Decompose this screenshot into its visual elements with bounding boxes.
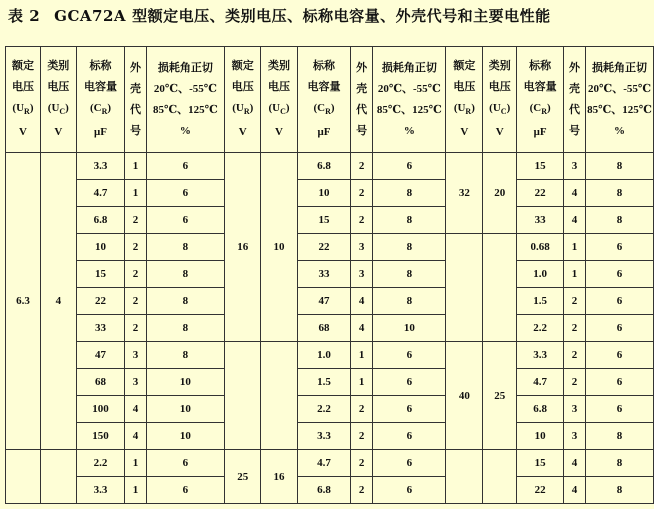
dissipation-cell: 6 — [586, 315, 654, 342]
case-code-cell: 1 — [125, 153, 146, 180]
header-dissipation-factor: 损耗角正切 20℃、-55℃ 85℃、125℃ % — [586, 47, 654, 153]
case-code-cell: 2 — [351, 423, 373, 450]
model-code: GCA72A — [54, 7, 127, 25]
case-code-cell: 2 — [564, 288, 586, 315]
capacitance-cell: 2.2 — [76, 450, 125, 477]
capacitance-cell: 2.2 — [517, 315, 564, 342]
table-row — [6, 423, 654, 450]
case-code-cell: 2 — [351, 180, 373, 207]
capacitance-cell: 6.8 — [517, 396, 564, 423]
capacitance-cell: 22 — [517, 180, 564, 207]
dissipation-cell: 6 — [586, 234, 654, 261]
header-cr: 标称 电容量 $(C_R)$ μF — [76, 47, 125, 153]
case-code-cell: 4 — [125, 423, 146, 450]
rated-voltage-cell: 40 — [446, 342, 483, 450]
capacitance-cell: 3.3 — [76, 477, 125, 504]
header-uc: 类别 电压 $(U_C)$ V — [40, 47, 76, 153]
capacitance-cell: 1.0 — [517, 261, 564, 288]
case-code-cell: 2 — [125, 207, 146, 234]
rated-voltage-cell: 25 — [225, 450, 261, 504]
table-row — [6, 288, 654, 315]
table-body — [6, 153, 654, 504]
case-code-cell: 2 — [351, 153, 373, 180]
category-voltage-cell — [483, 450, 517, 504]
dissipation-cell: 6 — [146, 180, 225, 207]
header-dissipation-factor: 损耗角正切 20℃、-55℃ 85℃、125℃ % — [146, 47, 225, 153]
category-voltage-cell: 4 — [40, 153, 76, 450]
header-dissipation-factor: 损耗角正切 20℃、-55℃ 85℃、125℃ % — [373, 47, 446, 153]
case-code-cell: 3 — [564, 153, 586, 180]
title-text: 型额定电压、类别电压、标称电容量、外壳代号和主要电性能 — [132, 7, 551, 25]
capacitance-cell: 10 — [76, 234, 125, 261]
capacitance-cell: 68 — [76, 369, 125, 396]
case-code-cell: 3 — [351, 234, 373, 261]
capacitance-cell: 33 — [297, 261, 350, 288]
case-code-cell: 2 — [351, 477, 373, 504]
table-row — [6, 342, 654, 369]
category-voltage-cell — [483, 234, 517, 342]
table-row — [6, 369, 654, 396]
table-number: 表 2 — [8, 7, 41, 25]
header-cr: 标称 电容量 $(C_R)$ μF — [517, 47, 564, 153]
dissipation-cell: 6 — [146, 450, 225, 477]
category-voltage-cell — [261, 342, 298, 450]
capacitance-cell: 68 — [297, 315, 350, 342]
case-code-cell: 3 — [564, 396, 586, 423]
table-row — [6, 207, 654, 234]
capacitor-spec-table — [5, 46, 654, 504]
table-row — [6, 153, 654, 180]
capacitance-cell: 15 — [76, 261, 125, 288]
case-code-cell: 2 — [125, 234, 146, 261]
case-code-cell: 3 — [351, 261, 373, 288]
rated-voltage-cell — [446, 450, 483, 504]
dissipation-cell: 10 — [146, 396, 225, 423]
header-cr: 标称 电容量 $(C_R)$ μF — [297, 47, 350, 153]
header-ur: 额定 电压 $(U_R)$ V — [6, 47, 41, 153]
dissipation-cell: 8 — [373, 288, 446, 315]
case-code-cell: 2 — [564, 315, 586, 342]
dissipation-cell: 8 — [586, 180, 654, 207]
case-code-cell: 1 — [125, 477, 146, 504]
capacitance-cell: 1.5 — [297, 369, 350, 396]
capacitance-cell: 10 — [517, 423, 564, 450]
case-code-cell: 4 — [351, 315, 373, 342]
rated-voltage-cell: 6.3 — [6, 153, 41, 450]
capacitance-cell: 150 — [76, 423, 125, 450]
case-code-cell: 3 — [125, 369, 146, 396]
capacitance-cell: 3.3 — [297, 423, 350, 450]
table-row — [6, 180, 654, 207]
case-code-cell: 2 — [351, 207, 373, 234]
rated-voltage-cell: 32 — [446, 153, 483, 234]
dissipation-cell: 6 — [586, 261, 654, 288]
header-case-code: 外 壳 代 号 — [564, 47, 586, 153]
capacitance-cell: 10 — [297, 180, 350, 207]
dissipation-cell: 8 — [146, 261, 225, 288]
dissipation-cell: 6 — [373, 477, 446, 504]
case-code-cell: 1 — [351, 342, 373, 369]
dissipation-cell: 8 — [146, 342, 225, 369]
header-row — [6, 47, 654, 153]
capacitance-cell: 47 — [297, 288, 350, 315]
dissipation-cell: 8 — [373, 180, 446, 207]
case-code-cell: 4 — [351, 288, 373, 315]
dissipation-cell: 8 — [586, 477, 654, 504]
capacitance-cell: 33 — [76, 315, 125, 342]
case-code-cell: 2 — [351, 396, 373, 423]
dissipation-cell: 10 — [373, 315, 446, 342]
capacitance-cell: 100 — [76, 396, 125, 423]
rated-voltage-cell — [6, 450, 41, 504]
case-code-cell: 1 — [125, 180, 146, 207]
table-row — [6, 450, 654, 477]
case-code-cell: 2 — [564, 369, 586, 396]
case-code-cell: 1 — [351, 369, 373, 396]
case-code-cell: 2 — [125, 288, 146, 315]
table-row — [6, 477, 654, 504]
dissipation-cell: 6 — [586, 396, 654, 423]
header-ur: 额定 电压 $(U_R)$ V — [446, 47, 483, 153]
dissipation-cell: 10 — [146, 423, 225, 450]
category-voltage-cell: 25 — [483, 342, 517, 450]
category-voltage-cell: 10 — [261, 153, 298, 342]
dissipation-cell: 8 — [586, 450, 654, 477]
dissipation-cell: 6 — [373, 342, 446, 369]
case-code-cell: 2 — [125, 315, 146, 342]
case-code-cell: 4 — [125, 396, 146, 423]
case-code-cell: 4 — [564, 180, 586, 207]
case-code-cell: 1 — [564, 234, 586, 261]
dissipation-cell: 8 — [586, 423, 654, 450]
capacitance-cell: 6.8 — [76, 207, 125, 234]
capacitance-cell: 15 — [517, 450, 564, 477]
header-case-code: 外 壳 代 号 — [125, 47, 146, 153]
capacitance-cell: 22 — [517, 477, 564, 504]
capacitance-cell: 15 — [517, 153, 564, 180]
dissipation-cell: 8 — [146, 315, 225, 342]
category-voltage-cell — [40, 450, 76, 504]
table-row — [6, 234, 654, 261]
dissipation-cell: 8 — [146, 234, 225, 261]
case-code-cell: 4 — [564, 450, 586, 477]
capacitance-cell: 1.5 — [517, 288, 564, 315]
rated-voltage-cell — [225, 342, 261, 450]
capacitance-cell: 47 — [76, 342, 125, 369]
case-code-cell: 2 — [125, 261, 146, 288]
capacitance-cell: 33 — [517, 207, 564, 234]
capacitance-cell: 22 — [76, 288, 125, 315]
table-row — [6, 261, 654, 288]
dissipation-cell: 6 — [586, 369, 654, 396]
dissipation-cell: 6 — [146, 207, 225, 234]
capacitance-cell: 6.8 — [297, 477, 350, 504]
header-ur: 额定 电压 $(U_R)$ V — [225, 47, 261, 153]
dissipation-cell: 6 — [373, 369, 446, 396]
capacitance-cell: 6.8 — [297, 153, 350, 180]
case-code-cell: 2 — [564, 342, 586, 369]
capacitance-cell: 4.7 — [517, 369, 564, 396]
header-case-code: 外 壳 代 号 — [351, 47, 373, 153]
dissipation-cell: 8 — [586, 153, 654, 180]
rated-voltage-cell — [446, 234, 483, 342]
dissipation-cell: 6 — [146, 153, 225, 180]
category-voltage-cell: 16 — [261, 450, 298, 504]
dissipation-cell: 6 — [586, 288, 654, 315]
dissipation-cell: 6 — [373, 396, 446, 423]
header-uc: 类别 电压 $(U_C)$ V — [261, 47, 298, 153]
capacitance-cell: 22 — [297, 234, 350, 261]
case-code-cell: 1 — [125, 450, 146, 477]
case-code-cell: 4 — [564, 477, 586, 504]
case-code-cell: 3 — [564, 423, 586, 450]
dissipation-cell: 6 — [146, 477, 225, 504]
table-row — [6, 396, 654, 423]
category-voltage-cell: 20 — [483, 153, 517, 234]
capacitance-cell: 3.3 — [517, 342, 564, 369]
case-code-cell: 3 — [125, 342, 146, 369]
capacitance-cell: 2.2 — [297, 396, 350, 423]
capacitance-cell: 15 — [297, 207, 350, 234]
capacitance-cell: 0.68 — [517, 234, 564, 261]
case-code-cell: 2 — [351, 450, 373, 477]
rated-voltage-cell: 16 — [225, 153, 261, 342]
case-code-cell: 4 — [564, 207, 586, 234]
dissipation-cell: 6 — [586, 342, 654, 369]
dissipation-cell: 8 — [373, 234, 446, 261]
capacitance-cell: 3.3 — [76, 153, 125, 180]
capacitance-cell: 4.7 — [76, 180, 125, 207]
dissipation-cell: 6 — [373, 153, 446, 180]
dissipation-cell: 8 — [373, 261, 446, 288]
dissipation-cell: 6 — [373, 450, 446, 477]
dissipation-cell: 6 — [373, 423, 446, 450]
header-uc: 类别 电压 $(U_C)$ V — [483, 47, 517, 153]
table-title — [8, 5, 551, 26]
dissipation-cell: 8 — [146, 288, 225, 315]
capacitance-cell: 1.0 — [297, 342, 350, 369]
table-row — [6, 315, 654, 342]
case-code-cell: 1 — [564, 261, 586, 288]
dissipation-cell: 10 — [146, 369, 225, 396]
capacitance-cell: 4.7 — [297, 450, 350, 477]
dissipation-cell: 8 — [373, 207, 446, 234]
dissipation-cell: 8 — [586, 207, 654, 234]
